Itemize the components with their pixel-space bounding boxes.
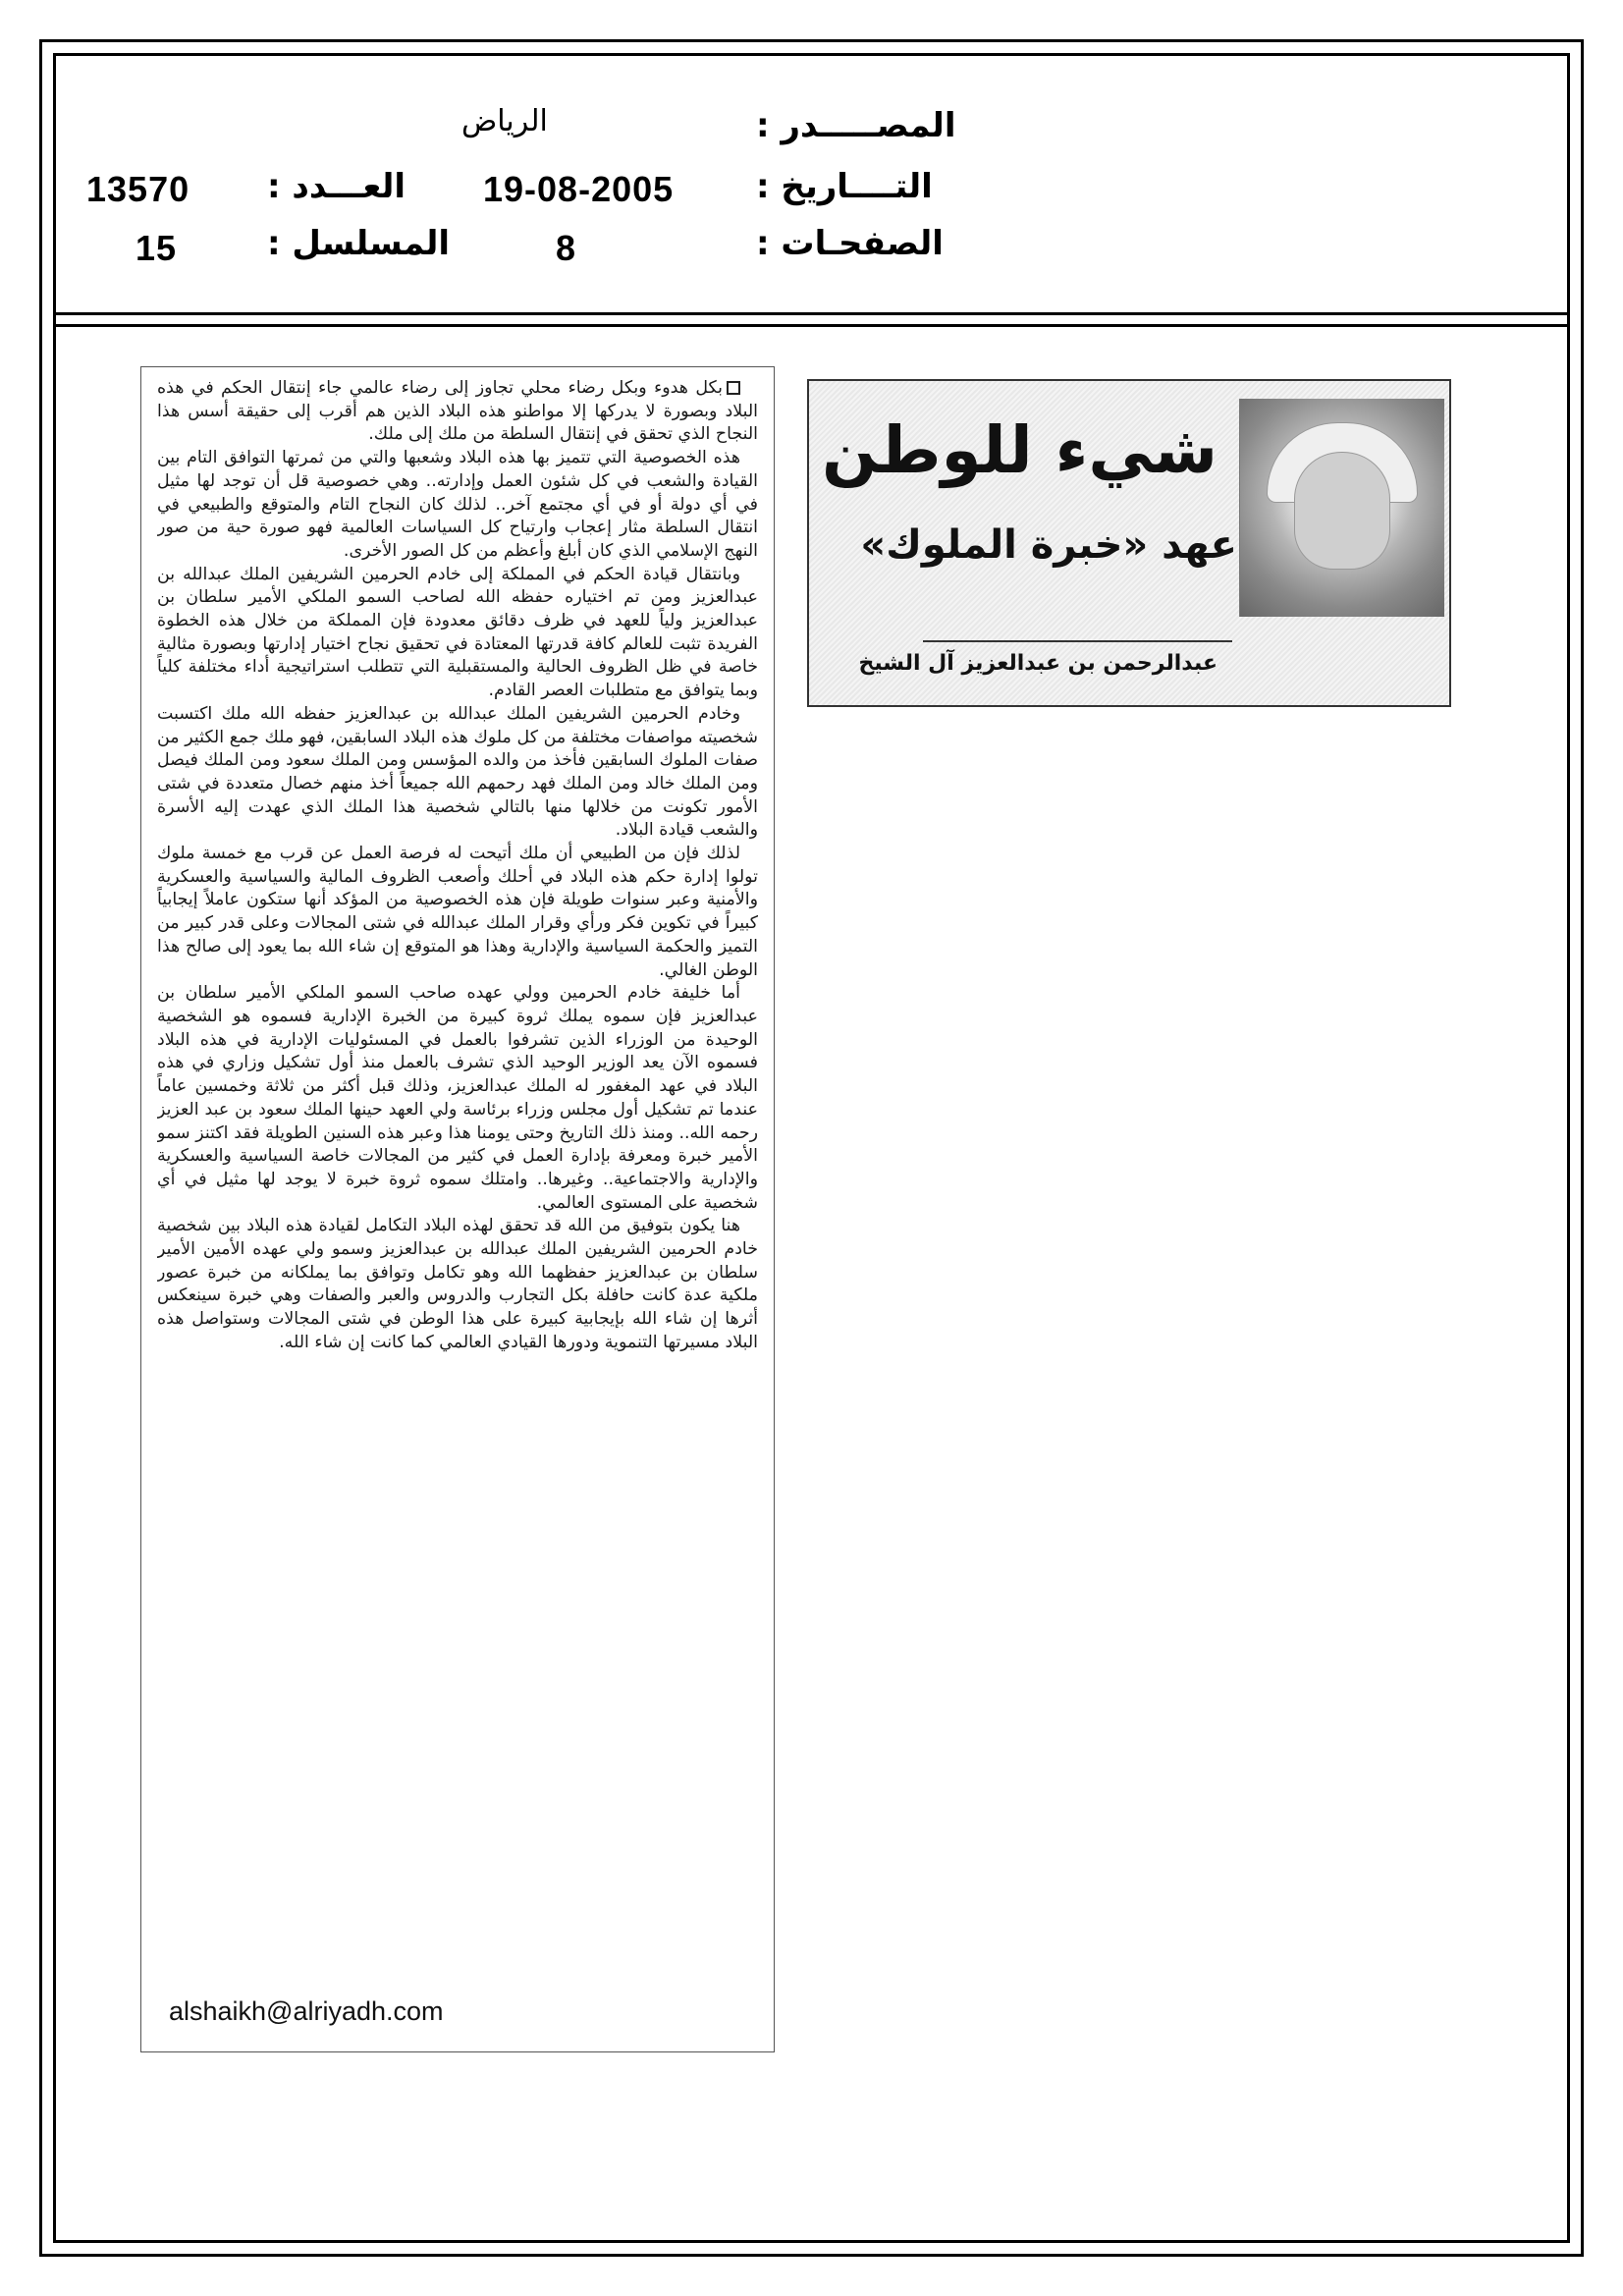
source-label: المصـــــدر : (756, 106, 956, 145)
pages-label: الصفحـات : (756, 224, 944, 263)
article-paragraph: أما خليفة خادم الحرمين وولي عهده صاحب السمو الملكي الأمير سلطان بن عبدالعزيز فإن سموه يملك ثروة كبيرة من الخبرة الإدارية فسموه هو الشخصية الوحيدة من الوزراء الذين تشرفوا بالعمل في المسئوليات الإدارية في هذه البلاد فسموه الآن يعد الوزير الوحيد الذي تشرف بالعمل منذ أول تشكيل وزاري في هذه البلاد في عهد المغفور له الملك عبدالعزيز، وذلك قبل أكثر من ثلاثة وخمسين عاماً عندما تم تشكيل أول مجلس وزراء برئاسة ولي العهد حينها الملك سعود بن عبد العزيز رحمه الله.. ومنذ ذلك التاريخ وحتى يومنا هذا وعبر هذه السنين الطويلة فقد اكتنز سمو الأمير خبرة ومعرفة بإدارة العمل في كثير من المجالات خاصة السياسية والعسكرية والإدارية والاجتماعية.. وغيرها.. وامتلك سموه ثروة خبرة لا يوجد لها مثيل في أي شخصية على المستوى العالمي. (157, 983, 758, 1213)
author-divider (923, 640, 1232, 642)
date-value: 19-08-2005 (483, 169, 675, 209)
serial-value: 15 (135, 228, 178, 268)
date-label: التــــاريخ : (756, 167, 933, 206)
column-title: شيء للوطن (821, 412, 1217, 488)
header-divider (53, 312, 1570, 315)
article-paragraph: بكل هدوء وبكل رضاء محلي تجاوز إلى رضاء عالمي جاء إنتقال الحكم في هذه البلاد وبصورة لا يدركها إلا مواطنو هذه البلاد الذين هم أقرب إلى حقيقة أسس هذا النجاح الذي تحقق في إنتقال السلطة من ملك إلى ملك. (157, 378, 758, 445)
article-body (157, 377, 758, 1988)
article-paragraph: وبانتقال قيادة الحكم في المملكة إلى خادم الحرمين الشريفين الملك عبدالله بن عبدالعزيز ومن تم اختياره حفظه الله لصاحب السمو الملكي الأمير سلطان بن عبدالعزيز ولياً للعهد في ظرف دقائق معدودة فإن المملكة من خلال هذه الخطوة الفريدة تثبت للعالم كافة قدرتها المعتادة في تحقيق نجاح اختيار إدارتها وبصورة مثالية خاصة في ظل الظروف الحالية والمستقبلية التي تتطلب استراتيجية أداء مختلفة كلياً وبما يتوافق مع متطلبات العصر القادم. (157, 564, 758, 701)
article-paragraph: هنا يكون بتوفيق من الله قد تحقق لهذه البلاد التكامل لقيادة هذه البلاد بين شخصية خادم الحرمين الشريفين الملك عبدالله بن عبدالعزيز وسمو ولي عهده الأمين الأمير سلطان بن عبدالعزيز حفظهما الله وهو تكامل وتوافق بما يملكانه من خبرة عصور ملكية عدة كانت حافلة بكل التجارب والدروس والعبر والصفات وهي خبرة سينعكس أثرها إن شاء الله بإيجابية كبيرة على هذا الوطن في شتى المجالات وستواصل هذه البلاد مسيرتها التنموية ودورها القيادي العالمي كما كانت إن شاء الله. (157, 1216, 758, 1352)
pages-value: 8 (556, 228, 577, 268)
article-paragraph: لذلك فإن من الطبيعي أن ملك أتيحت له فرصة العمل عن قرب مع خمسة ملوك تولوا إدارة حكم هذه البلاد في أحلك وأصعب الظروف المالية والسياسية والعسكرية والأمنية وعبر سنوات طويلة فإن هذه الخصوصية من المؤكد أنها ستكون عاملاً إيجابياً كبيراً في تكوين فكر ورأي وقرار الملك عبدالله في شتى المجالات وعلى قدر كبير من التميز والحكمة السياسية والإدارية وهذا هو المتوقع إن شاء الله بما يعود إلى صالح هذا الوطن الغالي. (157, 844, 758, 980)
source-value: الرياض (461, 104, 548, 138)
article-paragraph: وخادم الحرمين الشريفين الملك عبدالله بن عبدالعزيز حفظه الله ملك اكتسبت شخصيته مواصفات مختلفة من كل ملوك هذه البلاد السابقين، فهو ملك جمع الكثير من صفات الملوك السابقين فأخذ من والده المؤسس ومن الملك سعود ومن الملك فيصل ومن الملك خالد ومن الملك فهد رحمهم الله جميعاً أخذ منهم خصال متعددة في شتى الأمور تكونت من خلالها منها بالتالي شخصية هذا الملك الذي عهدت إليه الأسرة والشعب قيادة البلاد. (157, 703, 758, 841)
author-name: عبدالرحمن بن عبدالعزيز آل الشيخ (858, 651, 1217, 676)
serial-label: المسلسل : (267, 224, 451, 263)
square-bullet-icon (727, 381, 740, 395)
author-photo-face (1294, 452, 1390, 570)
issue-value: 13570 (86, 169, 190, 209)
issue-label: العـــدد : (267, 167, 406, 206)
article-paragraph: هذه الخصوصية التي تتميز بها هذه البلاد وشعبها والتي من ثمرتها التوافق التام بين القيادة والشعب في كل شئون العمل وإدارته.. وهي خصوصية قل أن توجد لها مثيل في أي دولة أو في أي مجتمع آخر.. لذلك كان النجاح التام والمتوقع والطبيعي في انتقال السلطة مثار إعجاب وارتياح كل السياسات العالمية فهو صورة حية من صور النهج الإسلامي الذي كان أبلغ وأعظم من كل الصور الأخرى. (157, 448, 758, 561)
author-email: alshaikh@alriyadh.com (169, 1996, 444, 2026)
header-divider-double (53, 324, 1570, 327)
article-title: عهد «خبرة الملوك» (860, 522, 1237, 568)
